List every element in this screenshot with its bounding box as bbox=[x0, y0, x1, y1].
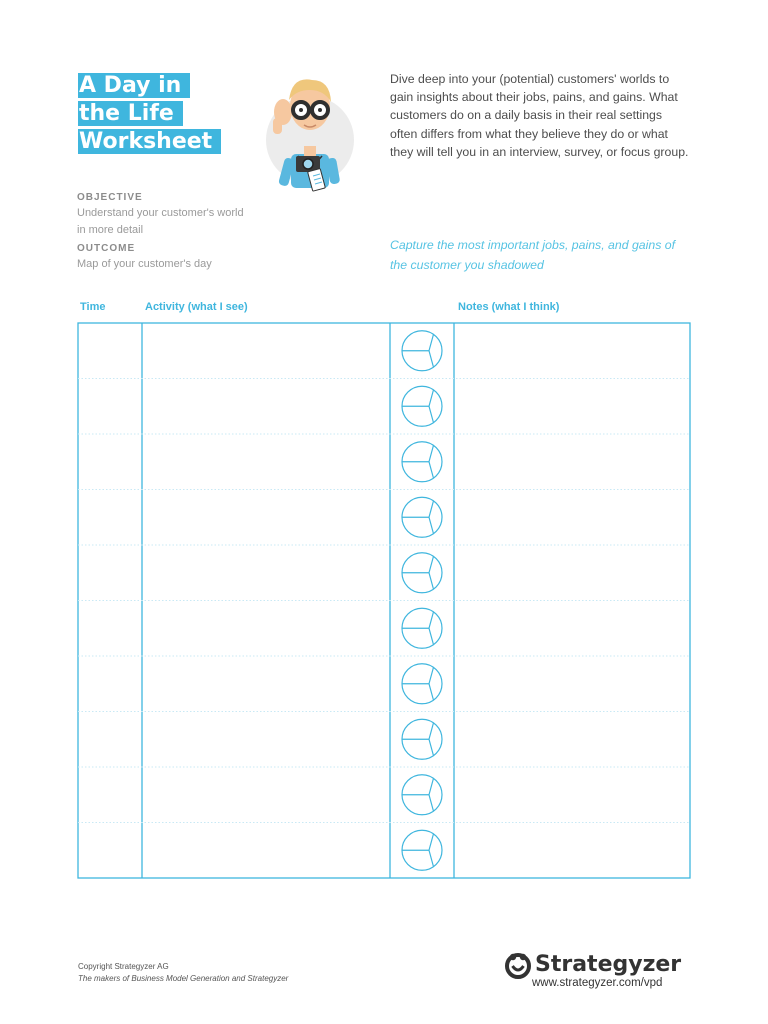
jobs-pains-gains-pie-icon[interactable] bbox=[402, 553, 442, 593]
column-header-activity: Activity (what I see) bbox=[145, 301, 248, 313]
notes-cell[interactable] bbox=[455, 657, 689, 711]
jobs-pains-gains-pie-icon[interactable] bbox=[402, 719, 442, 759]
brand-logo bbox=[504, 951, 690, 979]
activity-cell[interactable] bbox=[143, 491, 389, 545]
title-line-3: Worksheet bbox=[78, 129, 221, 154]
activity-cell[interactable] bbox=[143, 657, 389, 711]
notes-cell[interactable] bbox=[455, 768, 689, 822]
notes-cell[interactable] bbox=[455, 713, 689, 767]
footer-copyright: Copyright Strategyzer AG bbox=[78, 962, 169, 971]
notes-cell[interactable] bbox=[455, 491, 689, 545]
jobs-pains-gains-pie-icon[interactable] bbox=[402, 775, 442, 815]
objective-label: OBJECTIVE bbox=[77, 192, 143, 203]
jobs-pains-gains-pie-icon[interactable] bbox=[402, 331, 442, 371]
activity-cell[interactable] bbox=[143, 324, 389, 378]
notes-cell[interactable] bbox=[455, 380, 689, 434]
outcome-label: OUTCOME bbox=[77, 243, 136, 254]
notes-cell[interactable] bbox=[455, 435, 689, 489]
title-line-1: A Day in bbox=[78, 73, 190, 98]
column-header-notes: Notes (what I think) bbox=[458, 301, 560, 313]
activity-cell[interactable] bbox=[143, 713, 389, 767]
jobs-pains-gains-pie-icon[interactable] bbox=[402, 830, 442, 870]
time-cell[interactable] bbox=[79, 713, 141, 767]
time-cell[interactable] bbox=[79, 546, 141, 600]
activity-cell[interactable] bbox=[143, 768, 389, 822]
jobs-pains-gains-pie-icon[interactable] bbox=[402, 442, 442, 482]
jobs-pains-gains-pie-icon[interactable] bbox=[402, 497, 442, 537]
strategyzer-logo-icon bbox=[504, 952, 532, 980]
time-cell[interactable] bbox=[79, 657, 141, 711]
column-header-time: Time bbox=[80, 301, 106, 313]
time-cell[interactable] bbox=[79, 768, 141, 822]
outcome-text: Map of your customer's day bbox=[77, 258, 212, 270]
brand-url[interactable]: www.strategyzer.com/vpd bbox=[532, 977, 663, 989]
time-cell[interactable] bbox=[79, 491, 141, 545]
jobs-pains-gains-pie-icon[interactable] bbox=[402, 608, 442, 648]
notes-cell[interactable] bbox=[455, 324, 689, 378]
worksheet-grid bbox=[77, 322, 691, 879]
activity-cell[interactable] bbox=[143, 546, 389, 600]
worksheet-title bbox=[78, 72, 221, 156]
notes-cell[interactable] bbox=[455, 824, 689, 878]
time-cell[interactable] bbox=[79, 435, 141, 489]
capture-instruction: Capture the most important jobs, pains, and gains of the customer you shadowed bbox=[390, 238, 676, 272]
time-cell[interactable] bbox=[79, 602, 141, 656]
title-line-2: the Life bbox=[78, 101, 183, 126]
jobs-pains-gains-pie-icon[interactable] bbox=[402, 664, 442, 704]
time-cell[interactable] bbox=[79, 380, 141, 434]
brand-name: Strategyzer bbox=[535, 952, 682, 977]
footer-tagline: The makers of Business Model Generation and Strategyzer bbox=[78, 974, 289, 983]
activity-cell[interactable] bbox=[143, 435, 389, 489]
activity-cell[interactable] bbox=[143, 824, 389, 878]
activity-cell[interactable] bbox=[143, 602, 389, 656]
photographer-customer-icon bbox=[262, 70, 358, 200]
activity-cell[interactable] bbox=[143, 380, 389, 434]
time-cell[interactable] bbox=[79, 324, 141, 378]
objective-text: Understand your customer's world in more detail bbox=[77, 207, 244, 236]
notes-cell[interactable] bbox=[455, 602, 689, 656]
jobs-pains-gains-pie-icon[interactable] bbox=[402, 386, 442, 426]
notes-cell[interactable] bbox=[455, 546, 689, 600]
intro-paragraph: Dive deep into your (potential) customers' worlds to gain insights about their jobs, pains, and gains. What customers do on a daily basis in their real settings often differs from what they believe they do or what they will tell you in an interview, survey, or focus group. bbox=[390, 72, 689, 159]
time-cell[interactable] bbox=[79, 824, 141, 878]
